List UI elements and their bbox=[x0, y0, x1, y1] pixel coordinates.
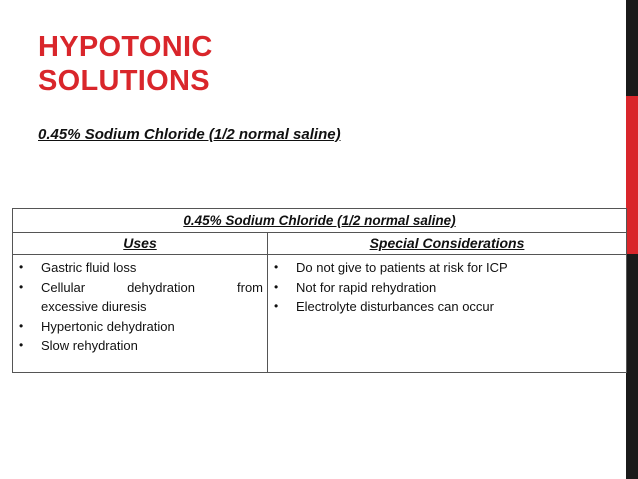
slide-title-line-2: SOLUTIONS bbox=[38, 65, 210, 97]
bullet-icon: • bbox=[274, 279, 279, 294]
list-item-text: Electrolyte disturbances can occur bbox=[296, 299, 494, 314]
list-item-text: Cellular bbox=[41, 279, 86, 295]
list-item bbox=[268, 258, 626, 278]
slide-title bbox=[38, 30, 213, 98]
list-item-text: dehydration bbox=[127, 279, 196, 295]
uses-list bbox=[13, 258, 267, 356]
list-item bbox=[13, 336, 267, 356]
slide-subtitle: 0.45% Sodium Chloride (1/2 normal saline) bbox=[38, 126, 341, 143]
bullet-icon: • bbox=[19, 279, 24, 294]
bullet-icon: • bbox=[19, 260, 24, 274]
bullet-icon: • bbox=[274, 299, 279, 313]
list-item bbox=[13, 258, 267, 278]
list-item bbox=[13, 278, 267, 298]
considerations-list bbox=[268, 258, 626, 317]
header-uses: Uses bbox=[13, 233, 268, 255]
list-item bbox=[13, 317, 267, 337]
list-item-continuation bbox=[13, 297, 267, 317]
solution-table bbox=[12, 208, 627, 373]
right-edge-accent bbox=[626, 96, 638, 254]
slide-title-line-1: HYPOTONIC bbox=[38, 31, 213, 63]
bullet-icon: • bbox=[19, 338, 24, 352]
justified-line bbox=[41, 278, 263, 298]
list-item bbox=[268, 297, 626, 317]
list-item-text: from bbox=[237, 279, 263, 295]
header-special-considerations: Special Considerations bbox=[268, 233, 627, 255]
list-item-text: Do not give to patients at risk for ICP bbox=[296, 260, 508, 275]
list-item-text: Not for rapid rehydration bbox=[296, 279, 437, 295]
list-item bbox=[268, 278, 626, 298]
considerations-cell bbox=[268, 255, 627, 373]
list-item-text: excessive diuresis bbox=[41, 299, 147, 314]
bullet-icon: • bbox=[274, 260, 279, 274]
table-header-row bbox=[13, 233, 627, 255]
uses-cell bbox=[13, 255, 268, 373]
list-item-text: Gastric fluid loss bbox=[41, 260, 137, 275]
table-caption: 0.45% Sodium Chloride (1/2 normal saline) bbox=[13, 209, 627, 233]
table-caption-row bbox=[13, 209, 627, 233]
list-item-text: Slow rehydration bbox=[41, 338, 138, 353]
bullet-icon: • bbox=[19, 318, 24, 333]
list-item-text: Hypertonic dehydration bbox=[41, 318, 175, 334]
table-body-row bbox=[13, 255, 627, 373]
